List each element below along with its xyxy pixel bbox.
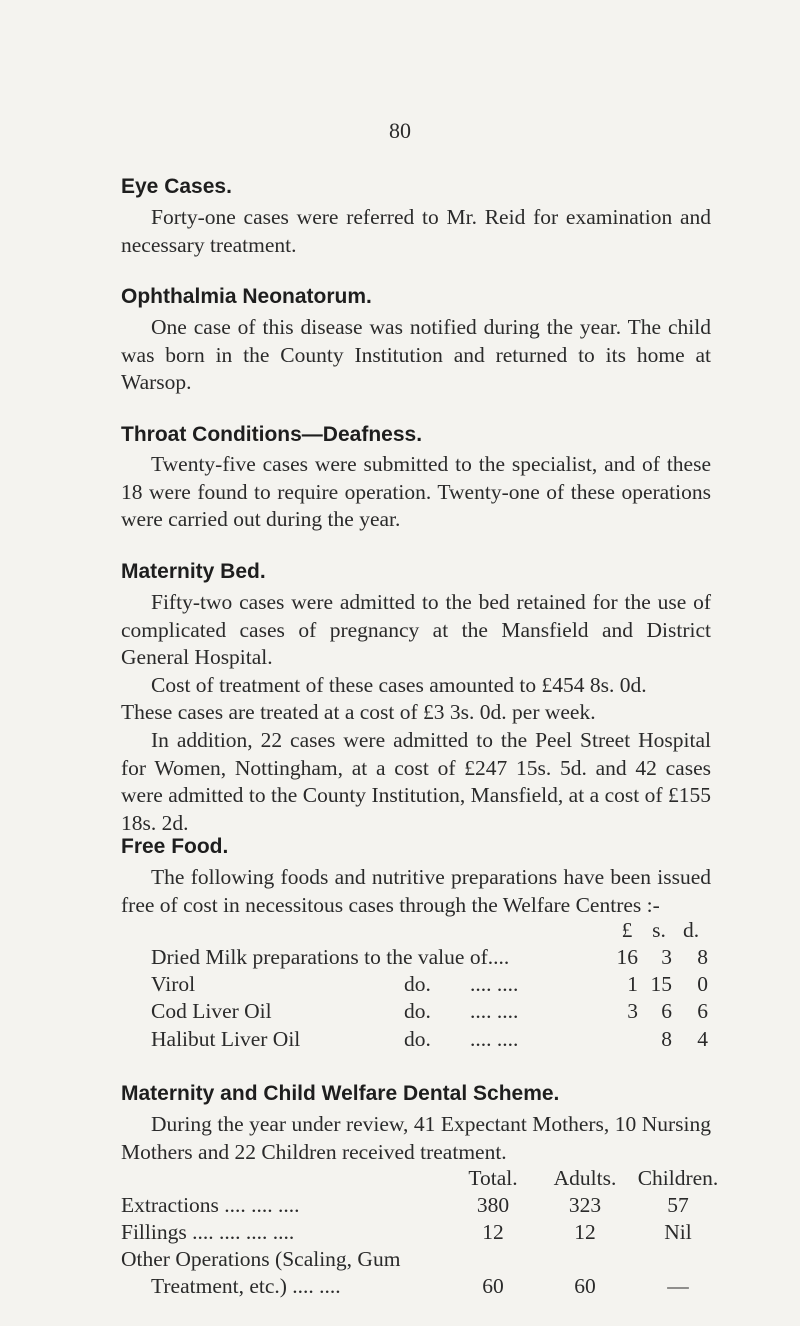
food-dots: .... .... [470, 999, 519, 1023]
para-dental-scheme: During the year under review, 41 Expectant Mothers, 10 Nursing Mothers and 22 Children received treatment. [121, 1112, 711, 1164]
column-header-shillings: s. [652, 918, 666, 942]
dental-label: Extractions .... .... .... [121, 1193, 300, 1217]
para-eye-cases: Forty-one cases were referred to Mr. Reid for examination and necessary treatment. [121, 205, 711, 257]
para-maternity-3: In addition, 22 cases were admitted to the Peel Street Hospital for Women, Nottingham, at a cost of £247 15s. 5d. and 42 cases were admitted to the County Institution, Mansfield, at a cost of £155 18s. 2d. [121, 728, 711, 835]
heading-ophthalmia: Ophthalmia Neonatorum. [121, 285, 372, 308]
dental-children: — [667, 1274, 689, 1298]
heading-maternity-bed: Maternity Bed. [121, 560, 266, 583]
para-free-food: The following foods and nutritive preparations have been issued free of cost in necessitous cases through the Welfare Centres :- [121, 865, 711, 917]
food-pence: 6 [697, 999, 708, 1023]
dental-label: Fillings .... .... .... .... [121, 1220, 295, 1244]
para-maternity-1: Fifty-two cases were admitted to the bed retained for the use of complicated cases of pregnancy at the Mansfield and District General Hospital. [121, 590, 711, 669]
food-item: Virol [151, 972, 196, 996]
para-ophthalmia: One case of this disease was notified during the year. The child was born in the County Institution and returned to its home at Warsop. [121, 315, 711, 394]
food-pounds: 3 [627, 999, 638, 1023]
food-shillings: 6 [661, 999, 672, 1023]
heading-free-food: Free Food. [121, 835, 229, 858]
food-shillings: 15 [650, 972, 672, 996]
food-shillings: 8 [661, 1027, 672, 1051]
column-header-pounds: £ [621, 918, 633, 942]
column-header-adults: Adults. [553, 1166, 617, 1190]
food-pounds: 1 [627, 972, 638, 996]
food-item: Halibut Liver Oil [151, 1027, 301, 1051]
column-header-pence: d. [682, 918, 700, 942]
heading-dental-scheme: Maternity and Child Welfare Dental Scheme. [121, 1082, 560, 1105]
dental-label: Other Operations (Scaling, Gum [121, 1247, 401, 1271]
food-dots: .... .... [470, 1027, 519, 1051]
food-shillings: 3 [661, 945, 672, 969]
dental-total: 12 [482, 1220, 504, 1244]
dental-children: 57 [667, 1193, 689, 1217]
food-pence: 8 [697, 945, 708, 969]
heading-throat: Throat Conditions—Deafness. [121, 423, 423, 446]
dental-label: Treatment, etc.) .... .... [151, 1274, 341, 1298]
dental-adults: 323 [568, 1193, 602, 1217]
food-pounds: 16 [616, 945, 638, 969]
para-maternity-2a: Cost of treatment of these cases amounted to £454 8s. 0d. [151, 673, 647, 697]
dental-total: 60 [482, 1274, 504, 1298]
food-pence: 0 [697, 972, 708, 996]
column-header-children: Children. [637, 1166, 719, 1190]
food-item: Dried Milk preparations to the value of.... [151, 945, 510, 969]
food-ref: do. [404, 999, 431, 1023]
heading-eye-cases: Eye Cases. [121, 175, 232, 198]
column-header-total: Total. [468, 1166, 518, 1190]
dental-adults: 60 [574, 1274, 596, 1298]
dental-adults: 12 [574, 1220, 596, 1244]
food-ref: do. [404, 1027, 431, 1051]
food-pence: 4 [697, 1027, 708, 1051]
dental-total: 380 [476, 1193, 510, 1217]
dental-children: Nil [664, 1220, 692, 1244]
para-throat: Twenty-five cases were submitted to the specialist, and of these 18 were found to require operation. Twenty-one of these operations were carried out during the year. [121, 452, 711, 531]
food-ref: do. [404, 972, 431, 996]
food-dots: .... .... [470, 972, 519, 996]
food-item: Cod Liver Oil [151, 999, 272, 1023]
para-maternity-2b: These cases are treated at a cost of £3 3s. 0d. per week. [121, 700, 596, 724]
page-number: 80 [389, 118, 411, 143]
